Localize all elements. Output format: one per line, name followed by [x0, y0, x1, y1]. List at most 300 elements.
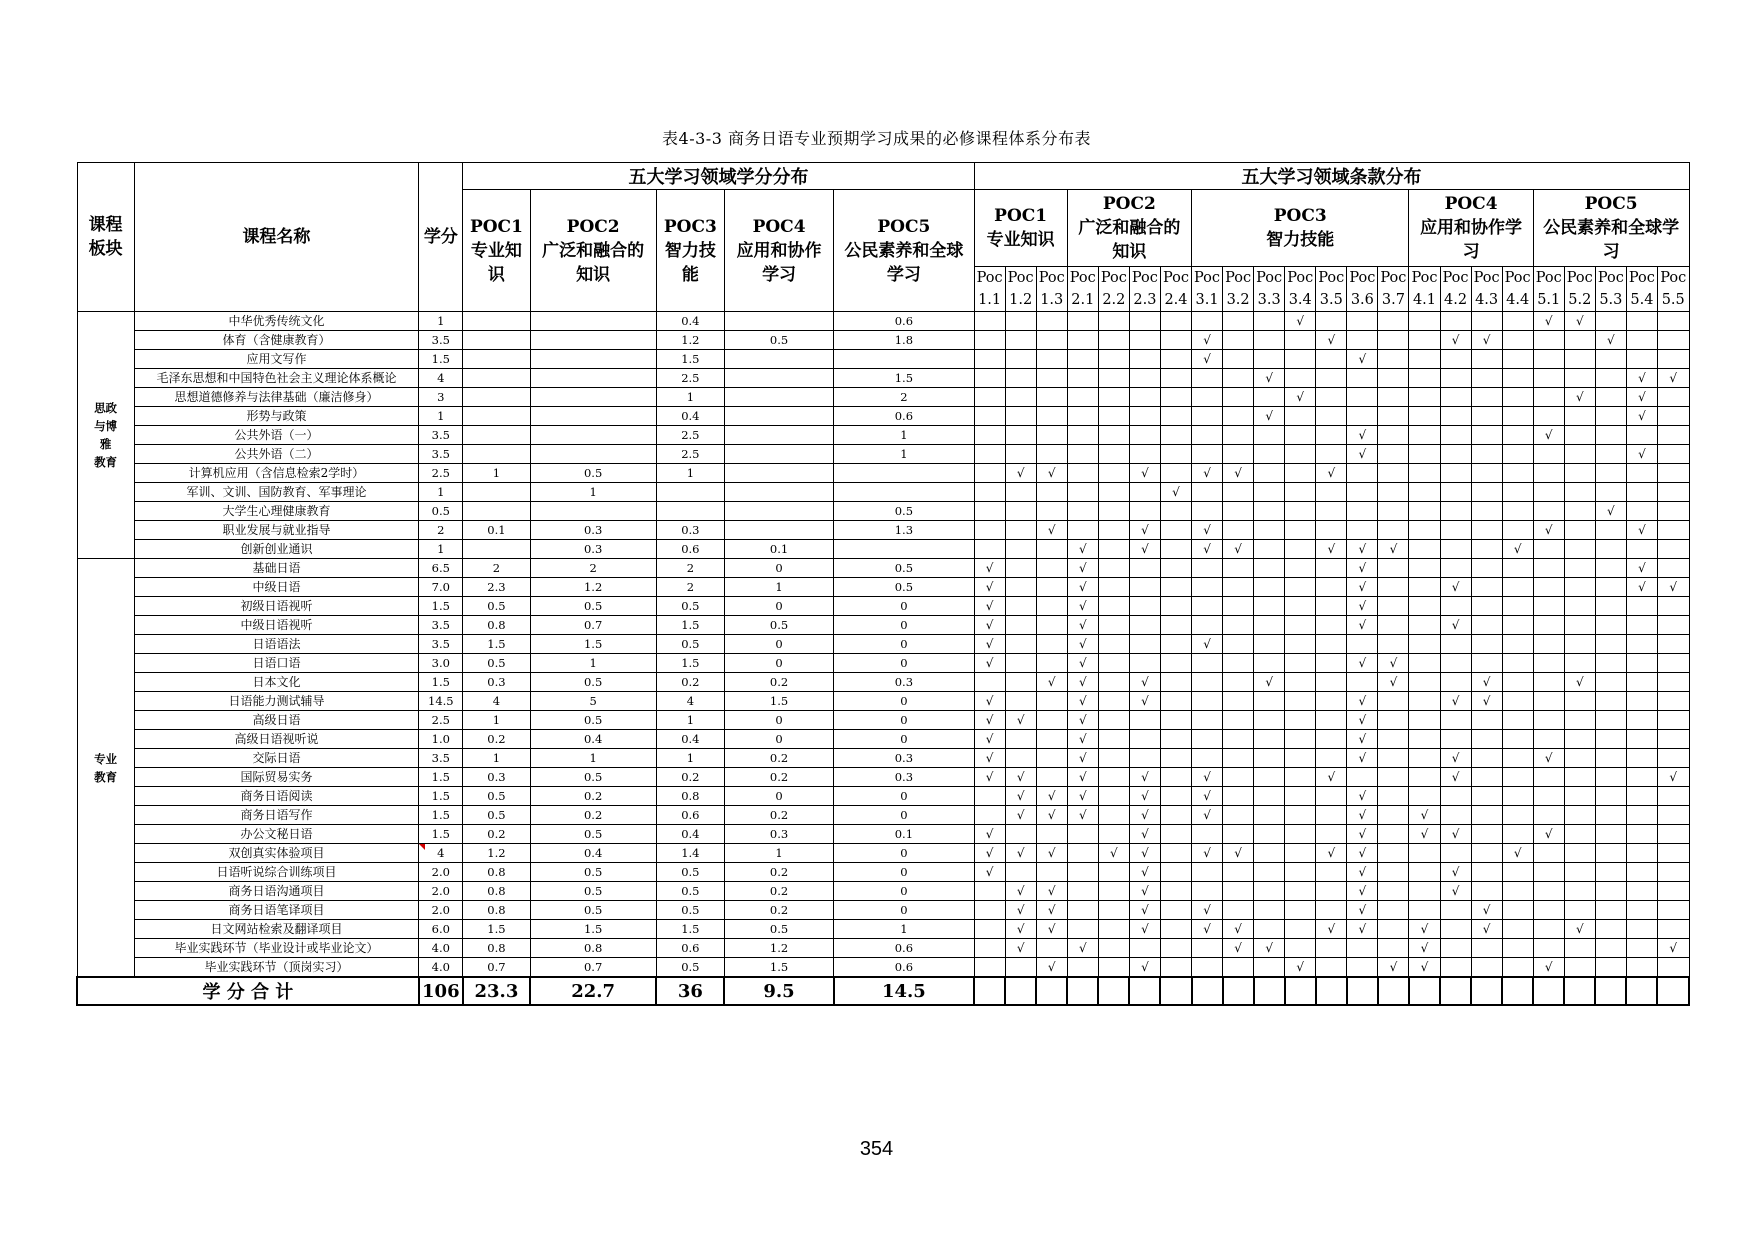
- clause-cell: [1626, 464, 1657, 483]
- clause-cell: [1378, 844, 1409, 863]
- clause-cell: [1595, 806, 1626, 825]
- clause-cell: [1502, 768, 1533, 787]
- course-name: 日语能力测试辅导: [134, 692, 419, 711]
- sub-code: 4.1: [1412, 292, 1436, 308]
- header-clause-poc1: [974, 190, 1067, 267]
- clause-cell: [1502, 825, 1533, 844]
- clause-cell: [1533, 901, 1564, 920]
- table-row: [77, 673, 1689, 692]
- clause-cell: √: [1471, 673, 1502, 692]
- clause-cell: [1471, 635, 1502, 654]
- clause-cell: [1564, 350, 1595, 369]
- clause-cell: [1595, 597, 1626, 616]
- header-line: 识: [487, 264, 505, 285]
- clause-cell: [1316, 483, 1347, 502]
- clause-cell: [1502, 578, 1533, 597]
- clause-cell: [1347, 635, 1378, 654]
- credit-poc2: [530, 331, 656, 350]
- clause-cell: [1129, 388, 1160, 407]
- header-line: POC5: [877, 216, 931, 237]
- clause-cell: [1347, 768, 1378, 787]
- clause-cell: [1223, 597, 1254, 616]
- clause-cell: [1595, 616, 1626, 635]
- credit-poc4: 0: [724, 654, 833, 673]
- credit-poc1: 1: [463, 749, 530, 768]
- clause-cell: [1378, 882, 1409, 901]
- course-credit: 1.5: [419, 350, 463, 369]
- credit-poc4: [724, 407, 833, 426]
- clause-cell: [1223, 749, 1254, 768]
- header-line: 知识: [1112, 242, 1147, 262]
- clause-cell: [1409, 350, 1440, 369]
- sub-code: 1.1: [978, 292, 1002, 308]
- clause-cell: [1626, 426, 1657, 445]
- header-sub-1.3: [1036, 267, 1067, 312]
- clause-cell: [1626, 502, 1657, 521]
- clause-cell: [1160, 939, 1191, 958]
- clause-cell: [1564, 331, 1595, 350]
- clause-cell: [1378, 730, 1409, 749]
- clause-cell: [1595, 426, 1626, 445]
- clause-cell: √: [1036, 521, 1067, 540]
- clause-cell: [1129, 749, 1160, 768]
- header-line: POC4: [752, 216, 806, 237]
- clause-cell: √: [1595, 331, 1626, 350]
- clause-cell: [1036, 369, 1067, 388]
- credit-poc4: 0.2: [724, 882, 833, 901]
- clause-cell: [1595, 559, 1626, 578]
- clause-cell: [1502, 787, 1533, 806]
- total-credit: 106: [419, 977, 463, 1005]
- clause-cell: [1129, 312, 1160, 331]
- header-line: 应用和协作学: [1420, 218, 1523, 238]
- course-name: 基础日语: [134, 559, 419, 578]
- clause-cell: [1626, 844, 1657, 863]
- clause-cell: [1223, 768, 1254, 787]
- clause-cell: [1502, 730, 1533, 749]
- credit-poc5: 0.5: [834, 578, 974, 597]
- credit-poc2: 0.5: [530, 597, 656, 616]
- table-row: [77, 901, 1689, 920]
- clause-cell: [1502, 958, 1533, 978]
- clause-cell: √: [1657, 939, 1689, 958]
- clause-cell: [1254, 540, 1285, 559]
- table-row: [77, 920, 1689, 939]
- clause-cell: [1316, 502, 1347, 521]
- clause-cell: [1098, 578, 1129, 597]
- header-line: 教育: [94, 769, 118, 784]
- clause-cell: [1223, 635, 1254, 654]
- clause-cell: [1316, 711, 1347, 730]
- credit-poc5: 0: [834, 730, 974, 749]
- header-credit-poc3: [656, 190, 724, 312]
- clause-cell: [1409, 692, 1440, 711]
- clause-cell: [1657, 749, 1689, 768]
- clause-cell: [1409, 483, 1440, 502]
- header-sub-4.2: [1440, 267, 1471, 312]
- clause-cell: √: [1347, 711, 1378, 730]
- block-label: [77, 312, 134, 559]
- clause-cell: [1316, 312, 1347, 331]
- clause-cell: [1036, 635, 1067, 654]
- clause-cell: [1626, 331, 1657, 350]
- course-credit: 2.5: [419, 711, 463, 730]
- clause-cell: [1533, 844, 1564, 863]
- clause-cell: √: [974, 692, 1005, 711]
- clause-cell: [1223, 901, 1254, 920]
- clause-cell: √: [1067, 768, 1098, 787]
- clause-cell: √: [1316, 331, 1347, 350]
- clause-cell: [1285, 939, 1316, 958]
- clause-cell: [1564, 426, 1595, 445]
- clause-cell: √: [974, 616, 1005, 635]
- clause-cell: [1192, 445, 1223, 464]
- clause-cell: [1595, 939, 1626, 958]
- clause-cell: √: [1254, 673, 1285, 692]
- clause-cell: [1657, 901, 1689, 920]
- clause-cell: [1098, 502, 1129, 521]
- credit-poc1: [463, 445, 530, 464]
- clause-cell: [1378, 464, 1409, 483]
- clause-cell: √: [1533, 312, 1564, 331]
- credit-poc5: 0.5: [834, 502, 974, 521]
- clause-cell: [1626, 350, 1657, 369]
- header-line: 课程: [88, 215, 123, 235]
- header-line: 智力技能: [1266, 230, 1335, 250]
- clause-cell: [1471, 730, 1502, 749]
- clause-cell: [1657, 540, 1689, 559]
- clause-cell: [1657, 787, 1689, 806]
- clause-cell: [1098, 654, 1129, 673]
- sub-prefix: Poc: [1131, 270, 1158, 286]
- clause-cell: [1502, 635, 1533, 654]
- clause-cell: [1098, 768, 1129, 787]
- clause-cell: [1626, 920, 1657, 939]
- clause-cell: [1502, 749, 1533, 768]
- clause-cell: [1347, 388, 1378, 407]
- course-credit: 3: [419, 388, 463, 407]
- credit-poc2: 0.3: [530, 540, 656, 559]
- clause-cell: √: [1192, 901, 1223, 920]
- clause-cell: [1223, 521, 1254, 540]
- clause-cell: [1471, 559, 1502, 578]
- clause-cell: [1067, 407, 1098, 426]
- clause-cell: [1440, 711, 1471, 730]
- clause-cell: [1595, 711, 1626, 730]
- clause-cell: [1440, 464, 1471, 483]
- credit-poc1: 0.2: [463, 825, 530, 844]
- clause-cell: [974, 369, 1005, 388]
- clause-cell: [1160, 958, 1191, 978]
- course-name: 日本文化: [134, 673, 419, 692]
- credit-poc5: 0.5: [834, 559, 974, 578]
- clause-cell: [1657, 388, 1689, 407]
- clause-cell: [1316, 559, 1347, 578]
- sub-prefix: Poc: [1566, 270, 1593, 286]
- clause-cell: [1626, 483, 1657, 502]
- header-line: 思政: [94, 401, 118, 415]
- course-credit: 1: [419, 483, 463, 502]
- clause-cell: √: [1626, 388, 1657, 407]
- credit-poc5: 0: [834, 635, 974, 654]
- clause-cell: [1657, 616, 1689, 635]
- clause-cell: [1129, 445, 1160, 464]
- clause-cell: [1254, 350, 1285, 369]
- clause-cell: [1347, 312, 1378, 331]
- clause-cell: √: [1285, 958, 1316, 978]
- clause-cell: [1098, 863, 1129, 882]
- credit-poc4: 1.5: [724, 958, 833, 978]
- clause-cell: [1254, 901, 1285, 920]
- clause-cell: √: [1067, 673, 1098, 692]
- credit-poc5: 0: [834, 616, 974, 635]
- clause-cell: [1440, 521, 1471, 540]
- credit-poc5: 0: [834, 806, 974, 825]
- header-sub-5.5: [1657, 267, 1689, 312]
- clause-cell: [1657, 331, 1689, 350]
- clause-cell: [1254, 635, 1285, 654]
- clause-cell: [1564, 502, 1595, 521]
- sub-prefix: Poc: [1287, 270, 1314, 286]
- clause-cell: [1409, 901, 1440, 920]
- clause-cell: [1192, 388, 1223, 407]
- clause-cell: [1285, 787, 1316, 806]
- clause-cell: [1098, 350, 1129, 369]
- total-clause-cell: [1254, 977, 1285, 1005]
- clause-cell: [1347, 464, 1378, 483]
- credit-poc5: 0: [834, 787, 974, 806]
- clause-cell: [1440, 388, 1471, 407]
- clause-cell: [1005, 407, 1036, 426]
- course-name: 商务日语阅读: [134, 787, 419, 806]
- clause-cell: [1285, 920, 1316, 939]
- clause-cell: [1129, 502, 1160, 521]
- clause-cell: [1098, 559, 1129, 578]
- sub-code: 3.4: [1288, 292, 1312, 308]
- clause-cell: [1502, 521, 1533, 540]
- credit-poc5: [834, 350, 974, 369]
- clause-cell: [1223, 654, 1254, 673]
- clause-cell: [1036, 559, 1067, 578]
- table-row: [77, 445, 1689, 464]
- clause-cell: [1223, 578, 1254, 597]
- clause-cell: [1285, 768, 1316, 787]
- credit-poc5: 0: [834, 597, 974, 616]
- clause-cell: [1564, 597, 1595, 616]
- clause-cell: √: [1223, 844, 1254, 863]
- clause-cell: [1564, 711, 1595, 730]
- clause-cell: √: [1378, 673, 1409, 692]
- clause-cell: [1098, 635, 1129, 654]
- credit-poc1: 0.8: [463, 901, 530, 920]
- clause-cell: [1036, 768, 1067, 787]
- clause-cell: [1254, 749, 1285, 768]
- clause-cell: [1626, 749, 1657, 768]
- clause-cell: [1378, 502, 1409, 521]
- course-credit: 2.0: [419, 901, 463, 920]
- clause-cell: √: [1285, 388, 1316, 407]
- clause-cell: [1005, 730, 1036, 749]
- clause-cell: [1067, 312, 1098, 331]
- sub-code: 1.3: [1040, 292, 1064, 308]
- clause-cell: √: [1347, 806, 1378, 825]
- clause-cell: [1595, 920, 1626, 939]
- clause-cell: √: [1533, 825, 1564, 844]
- clause-cell: [1160, 521, 1191, 540]
- header-sub-2.4: [1160, 267, 1191, 312]
- clause-cell: [1036, 502, 1067, 521]
- clause-cell: [1098, 464, 1129, 483]
- clause-cell: √: [1005, 464, 1036, 483]
- clause-cell: [1471, 426, 1502, 445]
- clause-cell: [1378, 692, 1409, 711]
- credit-poc4: 0.3: [724, 825, 833, 844]
- clause-cell: [1564, 654, 1595, 673]
- total-clause-cell: [1129, 977, 1160, 1005]
- credit-poc4: 0.2: [724, 901, 833, 920]
- clause-cell: [1409, 521, 1440, 540]
- clause-cell: [1098, 749, 1129, 768]
- clause-cell: [1533, 464, 1564, 483]
- table-row: [77, 825, 1689, 844]
- clause-cell: √: [1440, 692, 1471, 711]
- clause-cell: √: [1440, 616, 1471, 635]
- clause-cell: [1440, 597, 1471, 616]
- sub-code: 2.2: [1102, 292, 1126, 308]
- credit-poc1: [463, 502, 530, 521]
- header-sub-3.7: [1378, 267, 1409, 312]
- clause-cell: [1471, 939, 1502, 958]
- clause-cell: [1005, 559, 1036, 578]
- credit-poc3: 1: [656, 749, 724, 768]
- table-row: [77, 749, 1689, 768]
- clause-cell: [1471, 825, 1502, 844]
- clause-cell: √: [1036, 806, 1067, 825]
- clause-cell: [1316, 616, 1347, 635]
- credit-poc3: 0.2: [656, 673, 724, 692]
- credit-poc4: 0: [724, 597, 833, 616]
- clause-cell: [1347, 939, 1378, 958]
- credit-poc3: 0.4: [656, 730, 724, 749]
- table-row: [77, 654, 1689, 673]
- course-name: 商务日语写作: [134, 806, 419, 825]
- course-credit: 1.5: [419, 597, 463, 616]
- clause-cell: √: [1502, 844, 1533, 863]
- clause-cell: [1160, 464, 1191, 483]
- clause-cell: [1036, 654, 1067, 673]
- clause-cell: [1378, 711, 1409, 730]
- clause-cell: [1285, 730, 1316, 749]
- clause-cell: [1440, 920, 1471, 939]
- clause-cell: √: [1098, 844, 1129, 863]
- header-line: 公民素养和全球: [844, 240, 964, 261]
- clause-cell: [1036, 350, 1067, 369]
- credit-poc3: 0.6: [656, 806, 724, 825]
- clause-cell: [1129, 426, 1160, 445]
- clause-cell: √: [1347, 692, 1378, 711]
- clause-cell: √: [1129, 464, 1160, 483]
- clause-cell: [1564, 445, 1595, 464]
- clause-cell: [1440, 350, 1471, 369]
- clause-cell: [1160, 369, 1191, 388]
- sub-code: 4.2: [1444, 292, 1468, 308]
- clause-cell: [1036, 426, 1067, 445]
- clause-cell: [1254, 312, 1285, 331]
- clause-cell: √: [1347, 616, 1378, 635]
- credit-poc2: 5: [530, 692, 656, 711]
- clause-cell: [1502, 673, 1533, 692]
- course-credit: 3.5: [419, 635, 463, 654]
- clause-cell: [1316, 578, 1347, 597]
- clause-cell: [1254, 388, 1285, 407]
- course-name: 形势与政策: [134, 407, 419, 426]
- table-row: [77, 787, 1689, 806]
- clause-cell: √: [1471, 692, 1502, 711]
- course-name: 中华优秀传统文化: [134, 312, 419, 331]
- clause-cell: [1192, 483, 1223, 502]
- clause-cell: [1409, 635, 1440, 654]
- table-row: [77, 806, 1689, 825]
- total-clause-cell: [1409, 977, 1440, 1005]
- table-row: [77, 426, 1689, 445]
- course-name: 日语口语: [134, 654, 419, 673]
- sub-prefix: Poc: [1256, 270, 1283, 286]
- clause-cell: [1502, 901, 1533, 920]
- clause-cell: [1440, 958, 1471, 978]
- table-row: [77, 521, 1689, 540]
- clause-cell: [1378, 559, 1409, 578]
- clause-cell: [1254, 559, 1285, 578]
- clause-cell: [1471, 616, 1502, 635]
- clause-cell: [1098, 521, 1129, 540]
- course-name: 高级日语视听说: [134, 730, 419, 749]
- total-clause-cell: [1657, 977, 1689, 1005]
- clause-cell: [1160, 673, 1191, 692]
- header-block: [77, 163, 134, 312]
- credit-poc2: 0.3: [530, 521, 656, 540]
- credit-poc2: [530, 502, 656, 521]
- clause-cell: [1471, 787, 1502, 806]
- credit-poc1: 0.5: [463, 654, 530, 673]
- clause-cell: [1564, 901, 1595, 920]
- clause-cell: √: [1564, 920, 1595, 939]
- clause-cell: [1005, 540, 1036, 559]
- clause-cell: [1657, 502, 1689, 521]
- clause-cell: [1471, 863, 1502, 882]
- clause-cell: √: [1347, 559, 1378, 578]
- clause-cell: √: [1347, 540, 1378, 559]
- total-clause-cell: [1192, 977, 1223, 1005]
- header-line: 广泛和融合的: [542, 240, 645, 261]
- clause-cell: [974, 388, 1005, 407]
- credit-poc5: 2: [834, 388, 974, 407]
- clause-cell: [1502, 939, 1533, 958]
- clause-cell: [1098, 730, 1129, 749]
- clause-cell: [1502, 692, 1533, 711]
- credit-poc1: [463, 483, 530, 502]
- clause-cell: [1067, 464, 1098, 483]
- credit-poc1: [463, 407, 530, 426]
- clause-cell: [1005, 426, 1036, 445]
- clause-cell: √: [1409, 825, 1440, 844]
- header-sub-3.4: [1285, 267, 1316, 312]
- clause-cell: [1098, 388, 1129, 407]
- clause-cell: [1409, 426, 1440, 445]
- clause-cell: [1471, 844, 1502, 863]
- clause-cell: [1440, 559, 1471, 578]
- clause-cell: [1223, 711, 1254, 730]
- total-clause-cell: [1440, 977, 1471, 1005]
